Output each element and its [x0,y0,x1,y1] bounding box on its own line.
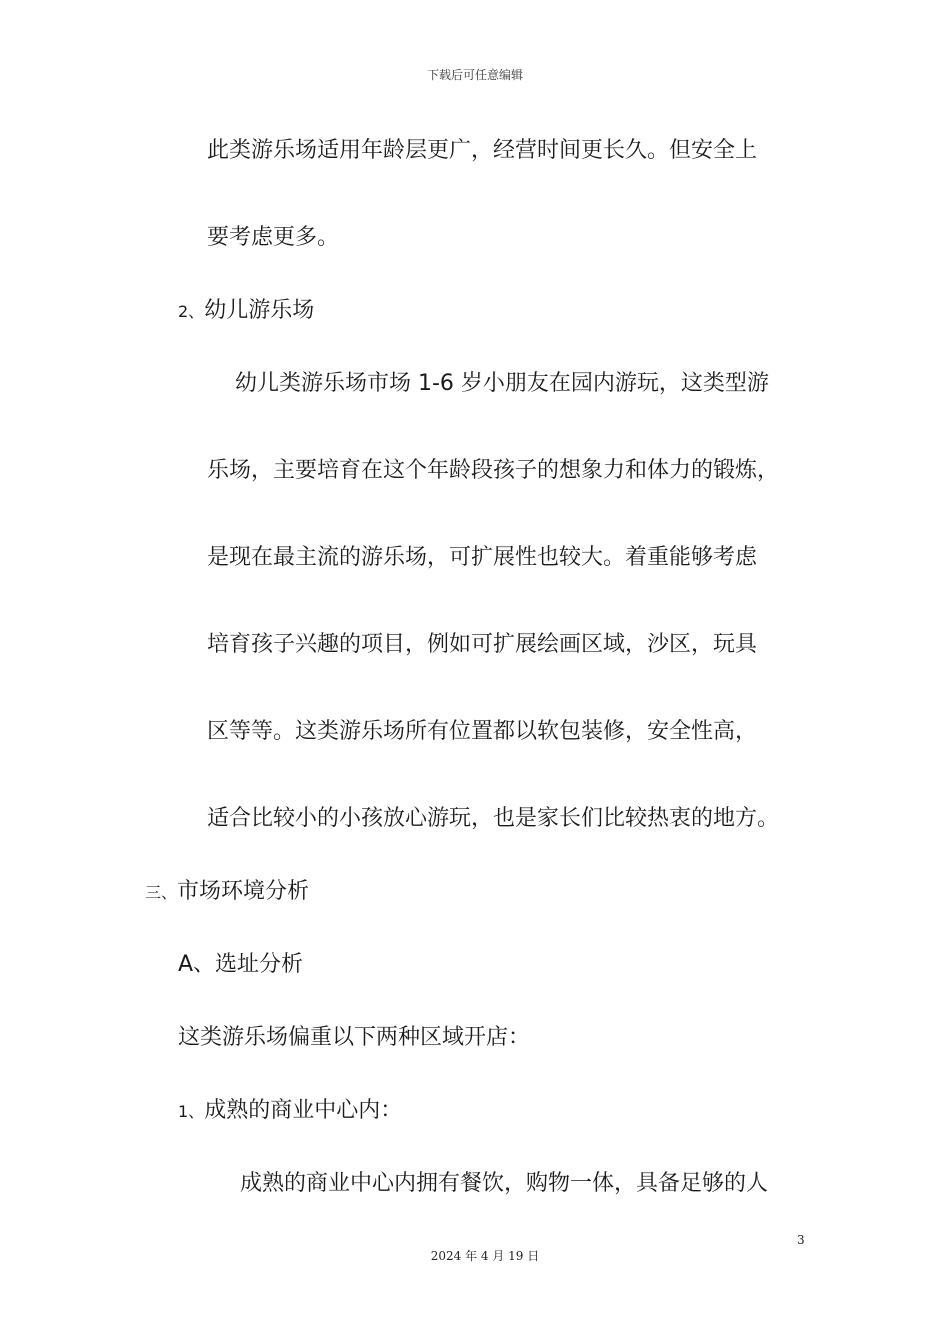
footer-date: 2024 年 4 月 19 日 [430,1249,540,1263]
heading-number: 三、 [145,883,178,902]
paragraph-line: 乐场，主要培育在这个年龄段孩子的想象力和体力的锻炼， [207,458,780,483]
paragraph-line: 这类游乐场偏重以下两种区域开店： [178,1025,531,1050]
paragraph-line: 培育孩子兴趣的项目，例如可扩展绘画区域，沙区，玩具 [207,632,758,657]
section-heading-3 [145,877,309,908]
paragraph-line: 成熟的商业中心内拥有餐饮，购物一体，具备足够的人 [240,1171,769,1196]
page-number: 3 [797,1233,805,1247]
heading-text: 市场环境分析 [177,879,310,904]
paragraph-line: 此类游乐场适用年龄层更广，经营时间更长久。但安全上 [207,138,758,163]
paragraph-line: 要考虑更多。 [207,225,340,250]
heading-number: 2、 [178,302,205,321]
section-heading-2 [178,296,314,327]
heading-text: 成熟的商业中心内： [204,1098,403,1123]
subsection-heading-a: A、选址分析 [178,952,304,977]
heading-text: 幼儿游乐场 [204,298,315,323]
paragraph-line: 是现在最主流的游乐场，可扩展性也较大。着重能够考虑 [207,545,758,570]
heading-number: 1、 [178,1102,205,1121]
paragraph-line: 幼儿类游乐场市场 1-6 岁小朋友在园内游玩，这类型游 [235,371,769,396]
header-note: 下载后可任意编辑 [426,68,523,82]
paragraph-line: 适合比较小的小孩放心游玩，也是家长们比较热衷的地方。 [207,806,780,831]
list-item-heading-1 [178,1096,402,1127]
paragraph-line: 区等等。这类游乐场所有位置都以软包装修，安全性高， [207,719,758,744]
